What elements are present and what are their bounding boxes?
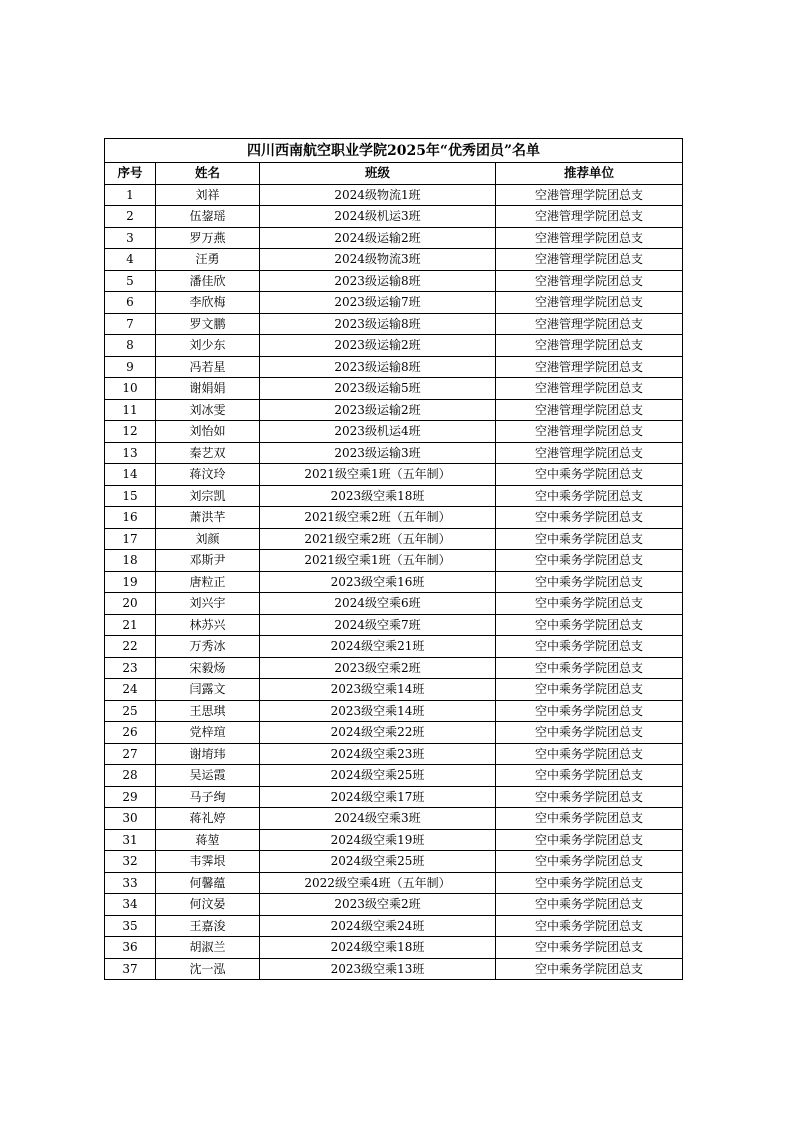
table-row xyxy=(105,765,683,787)
row-class: 2023级运输5班 xyxy=(260,378,496,400)
row-name: 王思琪 xyxy=(156,700,260,722)
row-class: 2024级空乘17班 xyxy=(260,786,496,808)
row-unit: 空中乘务学院团总支 xyxy=(496,765,683,787)
row-index: 8 xyxy=(105,335,156,357)
row-unit: 空港管理学院团总支 xyxy=(496,206,683,228)
row-unit: 空中乘务学院团总支 xyxy=(496,571,683,593)
row-unit: 空中乘务学院团总支 xyxy=(496,614,683,636)
row-name: 党梓瑄 xyxy=(156,722,260,744)
row-unit: 空港管理学院团总支 xyxy=(496,270,683,292)
row-unit: 空中乘务学院团总支 xyxy=(496,743,683,765)
row-index: 21 xyxy=(105,614,156,636)
row-index: 30 xyxy=(105,808,156,830)
row-name: 刘祥 xyxy=(156,184,260,206)
row-class: 2021级空乘2班（五年制） xyxy=(260,507,496,529)
row-index: 31 xyxy=(105,829,156,851)
row-class: 2023级机运4班 xyxy=(260,421,496,443)
row-name: 冯若星 xyxy=(156,356,260,378)
row-index: 7 xyxy=(105,313,156,335)
table-row xyxy=(105,829,683,851)
row-index: 13 xyxy=(105,442,156,464)
table-row xyxy=(105,292,683,314)
row-name: 罗万燕 xyxy=(156,227,260,249)
row-unit: 空港管理学院团总支 xyxy=(496,399,683,421)
table-row xyxy=(105,184,683,206)
row-class: 2021级空乘1班（五年制） xyxy=(260,464,496,486)
row-index: 18 xyxy=(105,550,156,572)
row-unit: 空中乘务学院团总支 xyxy=(496,808,683,830)
row-name: 宋毅炀 xyxy=(156,657,260,679)
row-unit: 空中乘务学院团总支 xyxy=(496,657,683,679)
header-row xyxy=(105,163,683,185)
row-unit: 空港管理学院团总支 xyxy=(496,378,683,400)
row-class: 2021级空乘1班（五年制） xyxy=(260,550,496,572)
table-row xyxy=(105,399,683,421)
row-class: 2024级空乘7班 xyxy=(260,614,496,636)
row-class: 2024级运输2班 xyxy=(260,227,496,249)
row-name: 谢堉玮 xyxy=(156,743,260,765)
row-name: 闫露文 xyxy=(156,679,260,701)
row-class: 2024级物流3班 xyxy=(260,249,496,271)
table-row xyxy=(105,958,683,980)
table-row xyxy=(105,421,683,443)
header-index: 序号 xyxy=(105,163,156,185)
row-unit: 空港管理学院团总支 xyxy=(496,335,683,357)
row-class: 2023级空乘14班 xyxy=(260,679,496,701)
row-index: 27 xyxy=(105,743,156,765)
row-name: 胡淑兰 xyxy=(156,937,260,959)
row-unit: 空中乘务学院团总支 xyxy=(496,894,683,916)
row-index: 34 xyxy=(105,894,156,916)
row-class: 2024级空乘22班 xyxy=(260,722,496,744)
row-index: 23 xyxy=(105,657,156,679)
row-index: 9 xyxy=(105,356,156,378)
table-body xyxy=(105,184,683,980)
row-index: 12 xyxy=(105,421,156,443)
row-index: 3 xyxy=(105,227,156,249)
row-name: 罗文鹏 xyxy=(156,313,260,335)
row-index: 10 xyxy=(105,378,156,400)
table-row xyxy=(105,356,683,378)
row-class: 2023级运输8班 xyxy=(260,270,496,292)
row-name: 刘怡如 xyxy=(156,421,260,443)
row-class: 2023级运输8班 xyxy=(260,313,496,335)
table-row xyxy=(105,464,683,486)
table-row xyxy=(105,485,683,507)
row-class: 2024级空乘23班 xyxy=(260,743,496,765)
row-index: 25 xyxy=(105,700,156,722)
table-row xyxy=(105,808,683,830)
row-unit: 空中乘务学院团总支 xyxy=(496,485,683,507)
row-name: 沈一泓 xyxy=(156,958,260,980)
row-unit: 空港管理学院团总支 xyxy=(496,356,683,378)
row-class: 2022级空乘4班（五年制） xyxy=(260,872,496,894)
row-index: 33 xyxy=(105,872,156,894)
table-row xyxy=(105,614,683,636)
row-class: 2024级空乘25班 xyxy=(260,851,496,873)
row-index: 19 xyxy=(105,571,156,593)
table-row xyxy=(105,227,683,249)
row-index: 24 xyxy=(105,679,156,701)
row-unit: 空中乘务学院团总支 xyxy=(496,464,683,486)
row-name: 韦霁垠 xyxy=(156,851,260,873)
table-row xyxy=(105,206,683,228)
row-unit: 空港管理学院团总支 xyxy=(496,421,683,443)
table-row xyxy=(105,915,683,937)
row-class: 2023级空乘2班 xyxy=(260,657,496,679)
row-index: 36 xyxy=(105,937,156,959)
row-unit: 空中乘务学院团总支 xyxy=(496,636,683,658)
row-name: 蒋堃 xyxy=(156,829,260,851)
row-unit: 空中乘务学院团总支 xyxy=(496,786,683,808)
row-name: 刘冰雯 xyxy=(156,399,260,421)
row-unit: 空中乘务学院团总支 xyxy=(496,550,683,572)
row-name: 吴运霞 xyxy=(156,765,260,787)
row-name: 王嘉浚 xyxy=(156,915,260,937)
table-row xyxy=(105,249,683,271)
row-class: 2021级空乘2班（五年制） xyxy=(260,528,496,550)
row-index: 28 xyxy=(105,765,156,787)
row-name: 刘少东 xyxy=(156,335,260,357)
row-name: 萧洪芊 xyxy=(156,507,260,529)
row-class: 2023级空乘16班 xyxy=(260,571,496,593)
row-class: 2024级机运3班 xyxy=(260,206,496,228)
row-index: 4 xyxy=(105,249,156,271)
row-class: 2024级空乘18班 xyxy=(260,937,496,959)
row-name: 蒋礼婷 xyxy=(156,808,260,830)
row-index: 20 xyxy=(105,593,156,615)
row-unit: 空港管理学院团总支 xyxy=(496,292,683,314)
row-unit: 空中乘务学院团总支 xyxy=(496,700,683,722)
row-name: 潘佳欣 xyxy=(156,270,260,292)
row-unit: 空港管理学院团总支 xyxy=(496,227,683,249)
row-unit: 空中乘务学院团总支 xyxy=(496,679,683,701)
table-row xyxy=(105,657,683,679)
table-row xyxy=(105,550,683,572)
row-unit: 空中乘务学院团总支 xyxy=(496,915,683,937)
row-index: 6 xyxy=(105,292,156,314)
row-name: 蒋汶玲 xyxy=(156,464,260,486)
table-row xyxy=(105,378,683,400)
row-name: 刘颜 xyxy=(156,528,260,550)
row-class: 2023级空乘2班 xyxy=(260,894,496,916)
row-name: 谢娟娟 xyxy=(156,378,260,400)
table-row xyxy=(105,679,683,701)
row-class: 2023级运输3班 xyxy=(260,442,496,464)
row-index: 37 xyxy=(105,958,156,980)
row-unit: 空中乘务学院团总支 xyxy=(496,528,683,550)
row-unit: 空中乘务学院团总支 xyxy=(496,722,683,744)
row-class: 2024级空乘25班 xyxy=(260,765,496,787)
row-name: 邓斯尹 xyxy=(156,550,260,572)
row-index: 5 xyxy=(105,270,156,292)
row-name: 林苏兴 xyxy=(156,614,260,636)
row-index: 17 xyxy=(105,528,156,550)
row-unit: 空中乘务学院团总支 xyxy=(496,829,683,851)
table-row xyxy=(105,335,683,357)
row-name: 唐粒正 xyxy=(156,571,260,593)
row-class: 2023级运输2班 xyxy=(260,399,496,421)
row-index: 22 xyxy=(105,636,156,658)
row-unit: 空中乘务学院团总支 xyxy=(496,851,683,873)
honor-list-table xyxy=(104,138,683,980)
row-unit: 空港管理学院团总支 xyxy=(496,442,683,464)
table-row xyxy=(105,872,683,894)
row-index: 15 xyxy=(105,485,156,507)
row-index: 35 xyxy=(105,915,156,937)
row-index: 29 xyxy=(105,786,156,808)
row-class: 2024级空乘21班 xyxy=(260,636,496,658)
table-row xyxy=(105,593,683,615)
row-name: 汪勇 xyxy=(156,249,260,271)
table-row xyxy=(105,528,683,550)
row-name: 何汶晏 xyxy=(156,894,260,916)
row-class: 2023级运输8班 xyxy=(260,356,496,378)
row-name: 伍鋆瑶 xyxy=(156,206,260,228)
table-row xyxy=(105,270,683,292)
row-name: 秦艺双 xyxy=(156,442,260,464)
table-row xyxy=(105,507,683,529)
row-unit: 空港管理学院团总支 xyxy=(496,313,683,335)
row-index: 16 xyxy=(105,507,156,529)
row-index: 14 xyxy=(105,464,156,486)
table-row xyxy=(105,894,683,916)
row-index: 11 xyxy=(105,399,156,421)
row-unit: 空中乘务学院团总支 xyxy=(496,937,683,959)
row-index: 26 xyxy=(105,722,156,744)
row-class: 2023级运输7班 xyxy=(260,292,496,314)
header-unit: 推荐单位 xyxy=(496,163,683,185)
table-row xyxy=(105,571,683,593)
title-row xyxy=(105,139,683,163)
row-unit: 空中乘务学院团总支 xyxy=(496,507,683,529)
row-name: 马子绚 xyxy=(156,786,260,808)
table-row xyxy=(105,313,683,335)
row-class: 2023级空乘18班 xyxy=(260,485,496,507)
row-name: 刘兴宇 xyxy=(156,593,260,615)
document-title: 四川西南航空职业学院2025年“优秀团员”名单 xyxy=(105,139,683,163)
row-unit: 空港管理学院团总支 xyxy=(496,249,683,271)
row-unit: 空中乘务学院团总支 xyxy=(496,958,683,980)
row-unit: 空中乘务学院团总支 xyxy=(496,593,683,615)
header-name: 姓名 xyxy=(156,163,260,185)
table-row xyxy=(105,636,683,658)
row-class: 2024级物流1班 xyxy=(260,184,496,206)
table-row xyxy=(105,786,683,808)
row-class: 2023级空乘14班 xyxy=(260,700,496,722)
row-name: 万秀冰 xyxy=(156,636,260,658)
table-row xyxy=(105,743,683,765)
table-row xyxy=(105,700,683,722)
row-name: 刘宗凯 xyxy=(156,485,260,507)
table-row xyxy=(105,937,683,959)
row-class: 2024级空乘19班 xyxy=(260,829,496,851)
row-unit: 空港管理学院团总支 xyxy=(496,184,683,206)
table-row xyxy=(105,722,683,744)
row-class: 2024级空乘6班 xyxy=(260,593,496,615)
row-class: 2023级运输2班 xyxy=(260,335,496,357)
row-class: 2024级空乘3班 xyxy=(260,808,496,830)
table-row xyxy=(105,442,683,464)
row-index: 1 xyxy=(105,184,156,206)
row-index: 2 xyxy=(105,206,156,228)
row-unit: 空中乘务学院团总支 xyxy=(496,872,683,894)
row-name: 何馨蕴 xyxy=(156,872,260,894)
row-index: 32 xyxy=(105,851,156,873)
row-name: 李欣梅 xyxy=(156,292,260,314)
header-class: 班级 xyxy=(260,163,496,185)
table-row xyxy=(105,851,683,873)
row-class: 2023级空乘13班 xyxy=(260,958,496,980)
row-class: 2024级空乘24班 xyxy=(260,915,496,937)
